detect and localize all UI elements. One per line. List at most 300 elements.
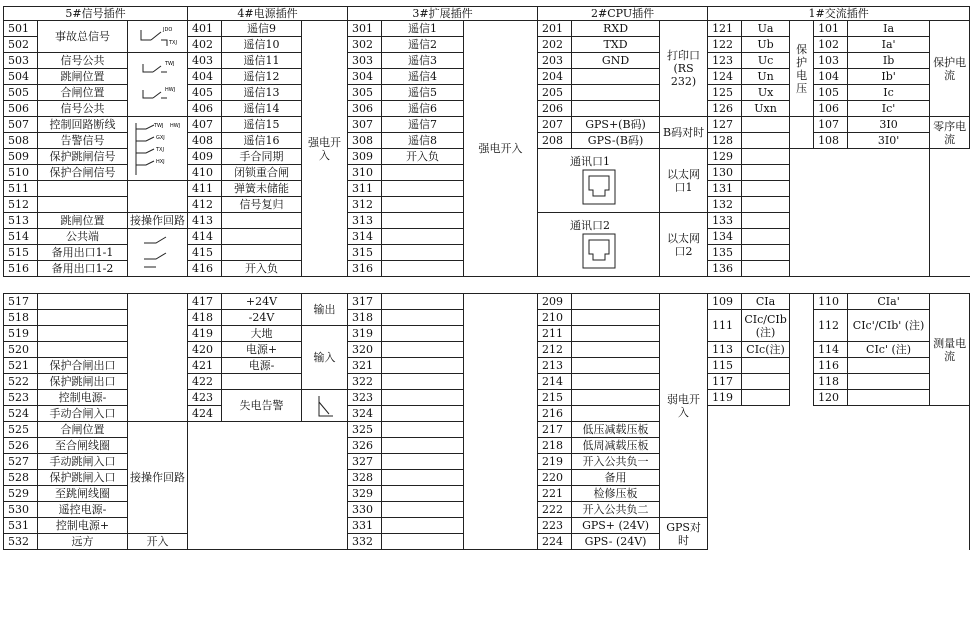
terminal-number: 526 <box>4 438 38 454</box>
terminal-number: 123 <box>708 53 742 69</box>
blank-cell <box>790 294 814 310</box>
signal-label <box>572 374 660 390</box>
signal-label: GPS+ (24V) <box>572 518 660 534</box>
signal-label <box>742 390 790 406</box>
relay-contact-icon <box>138 233 178 273</box>
terminal-number: 514 <box>4 229 38 245</box>
terminal-number: 223 <box>538 518 572 534</box>
signal-label: Ia <box>848 21 930 37</box>
signal-label: 低周减载压板 <box>572 438 660 454</box>
power-loss-icon <box>314 394 336 418</box>
signal-label: 信号公共 <box>38 53 128 69</box>
terminal-number: 303 <box>348 53 382 69</box>
signal-label: 遥信12 <box>222 69 302 85</box>
terminal-number: 114 <box>814 342 848 358</box>
terminal-number: 132 <box>708 197 742 213</box>
signal-label <box>222 245 302 261</box>
ethernet-port-2 <box>538 213 660 277</box>
sym-k4: TXJ <box>156 146 164 153</box>
terminal-number: 108 <box>814 133 848 149</box>
terminal-number: 206 <box>538 101 572 117</box>
terminal-number: 126 <box>708 101 742 117</box>
signal-label: 信号公共 <box>38 101 128 117</box>
terminal-number: 121 <box>708 21 742 37</box>
terminal-number: 306 <box>348 101 382 117</box>
signal-label: 保护合闸信号 <box>38 165 128 181</box>
terminal-number: 111 <box>708 310 742 342</box>
terminal-number: 423 <box>188 390 222 406</box>
terminal-number: 207 <box>538 117 572 133</box>
group-label: 打印口(RS 232) <box>660 21 708 117</box>
signal-label <box>572 69 660 85</box>
signal-label <box>742 213 790 229</box>
signal-label: 弹簧未储能 <box>222 181 302 197</box>
terminal-number: 413 <box>188 213 222 229</box>
signal-label <box>382 310 464 326</box>
signal-label <box>572 358 660 374</box>
signal-label: 遥信11 <box>222 53 302 69</box>
terminal-number: 517 <box>4 294 38 310</box>
terminal-number: 326 <box>348 438 382 454</box>
signal-label: -24V <box>222 310 302 326</box>
signal-label <box>382 390 464 406</box>
sym-k2: HWJ <box>170 122 181 129</box>
terminal-table-wrap <box>3 6 970 550</box>
blank-cell <box>790 358 814 374</box>
signal-label: GPS+(B码) <box>572 117 660 133</box>
signal-label: 检修压板 <box>572 486 660 502</box>
relay-contact-icon <box>133 24 183 50</box>
relay-contact-icon <box>133 56 183 114</box>
blank-cell <box>790 374 814 390</box>
signal-label: Ic <box>848 85 930 101</box>
port-label: 通讯口1 <box>570 154 611 168</box>
header-plugin-4: 4#电源插件 <box>188 7 348 21</box>
terminal-number: 422 <box>188 374 222 390</box>
signal-label: 控制回路断线 <box>38 117 128 133</box>
terminal-number: 524 <box>4 406 38 422</box>
signal-label: 遥信2 <box>382 37 464 53</box>
terminal-number: 219 <box>538 454 572 470</box>
terminal-number: 519 <box>4 326 38 342</box>
relay-contact-icon <box>130 119 186 179</box>
terminal-number: 309 <box>348 149 382 165</box>
terminal-number: 315 <box>348 245 382 261</box>
signal-label <box>382 294 464 310</box>
signal-label: RXD <box>572 21 660 37</box>
signal-label <box>38 310 128 326</box>
terminal-number: 301 <box>348 21 382 37</box>
signal-label: 手动跳闸入口 <box>38 454 128 470</box>
terminal-number: 112 <box>814 310 848 342</box>
terminal-number: 308 <box>348 133 382 149</box>
terminal-number: 115 <box>708 358 742 374</box>
signal-label: 3I0 <box>848 117 930 133</box>
signal-label <box>38 342 128 358</box>
terminal-number: 110 <box>814 294 848 310</box>
signal-label: 遥信10 <box>222 37 302 53</box>
signal-label: 跳闸位置 <box>38 69 128 85</box>
terminal-number: 307 <box>348 117 382 133</box>
contact-symbol <box>128 53 188 117</box>
terminal-number: 325 <box>348 422 382 438</box>
signal-label <box>382 358 464 374</box>
terminal-number: 218 <box>538 438 572 454</box>
signal-label <box>382 438 464 454</box>
terminal-number: 324 <box>348 406 382 422</box>
terminal-number: 217 <box>538 422 572 438</box>
terminal-number: 209 <box>538 294 572 310</box>
terminal-number: 116 <box>814 358 848 374</box>
signal-label: 遥信13 <box>222 85 302 101</box>
terminal-number: 510 <box>4 165 38 181</box>
terminal-number: 318 <box>348 310 382 326</box>
terminal-number: 103 <box>814 53 848 69</box>
signal-label: 至合闸线圈 <box>38 438 128 454</box>
contact-symbol <box>128 117 188 181</box>
terminal-number: 412 <box>188 197 222 213</box>
signal-label: Ib' <box>848 69 930 85</box>
signal-label: 备用出口1-2 <box>38 261 128 277</box>
contact-symbol <box>128 229 188 277</box>
signal-label: GPS-(B码) <box>572 133 660 149</box>
terminal-number: 513 <box>4 213 38 229</box>
group-label: 强电开入 <box>302 21 348 277</box>
signal-label: 大地 <box>222 326 302 342</box>
terminal-number: 509 <box>4 149 38 165</box>
signal-label: 控制电源+ <box>38 518 128 534</box>
signal-label: 遥信16 <box>222 133 302 149</box>
signal-label <box>382 326 464 342</box>
signal-label <box>742 245 790 261</box>
signal-label: GND <box>572 53 660 69</box>
terminal-number: 317 <box>348 294 382 310</box>
signal-label: 开入公共负一 <box>572 454 660 470</box>
contact-symbol <box>128 21 188 53</box>
signal-label <box>742 374 790 390</box>
signal-label <box>382 422 464 438</box>
terminal-number: 516 <box>4 261 38 277</box>
terminal-number: 216 <box>538 406 572 422</box>
terminal-number: 316 <box>348 261 382 277</box>
blank-cell <box>128 294 188 422</box>
terminal-number: 129 <box>708 149 742 165</box>
signal-label: 合闸位置 <box>38 422 128 438</box>
terminal-number: 424 <box>188 406 222 422</box>
signal-label <box>38 326 128 342</box>
signal-label: 至跳闸线圈 <box>38 486 128 502</box>
sym-t1: TWJ <box>164 60 174 67</box>
terminal-number: 212 <box>538 342 572 358</box>
terminal-number: 414 <box>188 229 222 245</box>
terminal-number: 101 <box>814 21 848 37</box>
signal-label: 事故总信号 <box>38 21 128 53</box>
signal-label: 开入负 <box>222 261 302 277</box>
signal-label <box>382 518 464 534</box>
signal-label: +24V <box>222 294 302 310</box>
terminal-number: 503 <box>4 53 38 69</box>
terminal-number: 411 <box>188 181 222 197</box>
signal-label <box>572 406 660 422</box>
signal-label <box>382 245 464 261</box>
sym-t2: HWJ <box>164 86 175 93</box>
terminal-number: 109 <box>708 294 742 310</box>
terminal-number: 113 <box>708 342 742 358</box>
terminal-number: 331 <box>348 518 382 534</box>
terminal-number: 402 <box>188 37 222 53</box>
signal-label <box>572 294 660 310</box>
terminal-number: 322 <box>348 374 382 390</box>
ethernet-port-icon <box>579 168 619 206</box>
blank-cell <box>790 310 814 342</box>
blank-cell <box>790 390 814 406</box>
signal-label: Ua <box>742 21 790 37</box>
terminal-number: 213 <box>538 358 572 374</box>
terminal-number: 406 <box>188 101 222 117</box>
terminal-number: 305 <box>348 85 382 101</box>
signal-label <box>742 197 790 213</box>
terminal-number: 505 <box>4 85 38 101</box>
signal-label <box>382 470 464 486</box>
signal-label: Uc <box>742 53 790 69</box>
terminal-number: 328 <box>348 470 382 486</box>
signal-label: 遥信7 <box>382 117 464 133</box>
sym-k5: HXJ <box>156 158 165 165</box>
terminal-number: 117 <box>708 374 742 390</box>
signal-label: 遥信1 <box>382 21 464 37</box>
terminal-number: 330 <box>348 502 382 518</box>
terminal-number: 405 <box>188 85 222 101</box>
terminal-number: 415 <box>188 245 222 261</box>
blank-cell <box>790 149 930 277</box>
signal-label: Uxn <box>742 101 790 117</box>
signal-label <box>382 502 464 518</box>
terminal-number: 210 <box>538 310 572 326</box>
signal-label <box>742 165 790 181</box>
terminal-number: 205 <box>538 85 572 101</box>
signal-label: GPS- (24V) <box>572 534 660 550</box>
terminal-number: 532 <box>4 534 38 550</box>
terminal-number: 408 <box>188 133 222 149</box>
signal-label: CIc' (注) <box>848 342 930 358</box>
terminal-number: 530 <box>4 502 38 518</box>
terminal-number: 419 <box>188 326 222 342</box>
signal-label <box>572 101 660 117</box>
terminal-number: 421 <box>188 358 222 374</box>
terminal-number: 104 <box>814 69 848 85</box>
terminal-number: 313 <box>348 213 382 229</box>
group-label: B码对时 <box>660 117 708 149</box>
terminal-number: 502 <box>4 37 38 53</box>
blank-cell <box>128 181 188 213</box>
signal-label <box>382 261 464 277</box>
terminal-number: 528 <box>4 470 38 486</box>
terminal-number: 124 <box>708 69 742 85</box>
group-label: 零序电流 <box>930 117 970 149</box>
terminal-number: 527 <box>4 454 38 470</box>
signal-label <box>742 149 790 165</box>
terminal-number: 416 <box>188 261 222 277</box>
terminal-number: 202 <box>538 37 572 53</box>
signal-label <box>382 165 464 181</box>
signal-label: Ic' <box>848 101 930 117</box>
terminal-number: 127 <box>708 117 742 133</box>
group-label: 保护电压 <box>790 21 814 117</box>
terminal-number: 302 <box>348 37 382 53</box>
signal-label: 合闸位置 <box>38 85 128 101</box>
signal-label: 公共端 <box>38 229 128 245</box>
terminal-number: 522 <box>4 374 38 390</box>
terminal-number: 504 <box>4 69 38 85</box>
terminal-number: 222 <box>538 502 572 518</box>
signal-label: 备用 <box>572 470 660 486</box>
group-label: 强电开入 <box>464 21 538 277</box>
terminal-number: 332 <box>348 534 382 550</box>
terminal-number: 320 <box>348 342 382 358</box>
signal-label: 保护跳闸出口 <box>38 374 128 390</box>
terminal-number: 215 <box>538 390 572 406</box>
signal-label: CIc/CIb (注) <box>742 310 790 342</box>
signal-label: 遥信4 <box>382 69 464 85</box>
signal-label <box>38 197 128 213</box>
signal-label <box>848 358 930 374</box>
terminal-number: 420 <box>188 342 222 358</box>
terminal-number: 312 <box>348 197 382 213</box>
terminal-number: 525 <box>4 422 38 438</box>
signal-label: 控制电源- <box>38 390 128 406</box>
signal-label: Ub <box>742 37 790 53</box>
signal-label: 遥信6 <box>382 101 464 117</box>
section-gap <box>4 277 970 294</box>
signal-label: 信号复归 <box>222 197 302 213</box>
terminal-number: 323 <box>348 390 382 406</box>
terminal-number: 404 <box>188 69 222 85</box>
signal-label: 保护跳闸信号 <box>38 149 128 165</box>
signal-label: 告警信号 <box>38 133 128 149</box>
terminal-number: 133 <box>708 213 742 229</box>
terminal-number: 214 <box>538 374 572 390</box>
signal-label <box>382 486 464 502</box>
terminal-number: 204 <box>538 69 572 85</box>
signal-label <box>382 213 464 229</box>
signal-label: 低压减载压板 <box>572 422 660 438</box>
signal-label <box>572 85 660 101</box>
signal-label: Un <box>742 69 790 85</box>
signal-label <box>742 117 790 133</box>
signal-label: 3I0' <box>848 133 930 149</box>
terminal-number: 203 <box>538 53 572 69</box>
signal-label: 遥控电源- <box>38 502 128 518</box>
signal-label: 电源+ <box>222 342 302 358</box>
signal-label: 手合同期 <box>222 149 302 165</box>
terminal-number: 136 <box>708 261 742 277</box>
terminal-number: 518 <box>4 310 38 326</box>
signal-label <box>382 406 464 422</box>
group-label: 输入 <box>302 326 348 390</box>
group-label: GPS对时 <box>660 518 708 550</box>
terminal-number: 107 <box>814 117 848 133</box>
signal-label: 开入公共负二 <box>572 502 660 518</box>
signal-label: 开入负 <box>382 149 464 165</box>
signal-label <box>742 229 790 245</box>
signal-label: Ux <box>742 85 790 101</box>
group-label: 弱电开入 <box>660 294 708 518</box>
signal-label: 远方 <box>38 534 128 550</box>
group-label: 接操作回路 <box>128 213 188 229</box>
terminal-number: 501 <box>4 21 38 37</box>
signal-label: 遥信9 <box>222 21 302 37</box>
terminal-number: 521 <box>4 358 38 374</box>
signal-label: TXD <box>572 37 660 53</box>
blank-cell <box>708 406 970 550</box>
terminal-number: 319 <box>348 326 382 342</box>
terminal-number: 523 <box>4 390 38 406</box>
signal-label <box>382 454 464 470</box>
signal-label <box>742 358 790 374</box>
signal-label <box>848 374 930 390</box>
header-plugin-3: 3#扩展插件 <box>348 7 538 21</box>
signal-label: 闭锁重合闸 <box>222 165 302 181</box>
signal-label: Ia' <box>848 37 930 53</box>
terminal-number: 403 <box>188 53 222 69</box>
terminal-number: 515 <box>4 245 38 261</box>
terminal-number: 417 <box>188 294 222 310</box>
terminal-number: 118 <box>814 374 848 390</box>
terminal-number: 102 <box>814 37 848 53</box>
signal-label <box>742 133 790 149</box>
signal-label: 保护跳闸入口 <box>38 470 128 486</box>
signal-label: 遥信15 <box>222 117 302 133</box>
sym-jdo2: TXJ <box>168 39 177 46</box>
sym-jdo1: JDO <box>162 26 172 33</box>
terminal-number: 211 <box>538 326 572 342</box>
ethernet-port-1 <box>538 149 660 213</box>
terminal-number: 119 <box>708 390 742 406</box>
signal-label <box>222 213 302 229</box>
sym-k1: TWJ <box>154 122 164 129</box>
signal-label: 遥信5 <box>382 85 464 101</box>
terminal-number: 105 <box>814 85 848 101</box>
signal-label: 手动合闸入口 <box>38 406 128 422</box>
terminal-number: 529 <box>4 486 38 502</box>
signal-label: CIa <box>742 294 790 310</box>
power-loss-symbol <box>302 390 348 422</box>
terminal-number: 128 <box>708 133 742 149</box>
terminal-table <box>3 6 970 550</box>
header-plugin-5: 5#信号插件 <box>4 7 188 21</box>
signal-label: 保护合闸出口 <box>38 358 128 374</box>
terminal-number: 520 <box>4 342 38 358</box>
signal-label <box>382 181 464 197</box>
group-label: 接操作回路 <box>128 422 188 534</box>
terminal-number: 407 <box>188 117 222 133</box>
terminal-number: 120 <box>814 390 848 406</box>
signal-label <box>572 342 660 358</box>
signal-label <box>222 229 302 245</box>
signal-label: 跳闸位置 <box>38 213 128 229</box>
signal-label: Ib <box>848 53 930 69</box>
signal-label <box>38 294 128 310</box>
terminal-number: 125 <box>708 85 742 101</box>
terminal-number: 304 <box>348 69 382 85</box>
signal-label <box>382 229 464 245</box>
signal-label <box>572 390 660 406</box>
group-label: 测量电流 <box>930 294 970 406</box>
signal-label: CIc(注) <box>742 342 790 358</box>
signal-label: CIc'/CIb' (注) <box>848 310 930 342</box>
terminal-number: 506 <box>4 101 38 117</box>
signal-label <box>382 342 464 358</box>
